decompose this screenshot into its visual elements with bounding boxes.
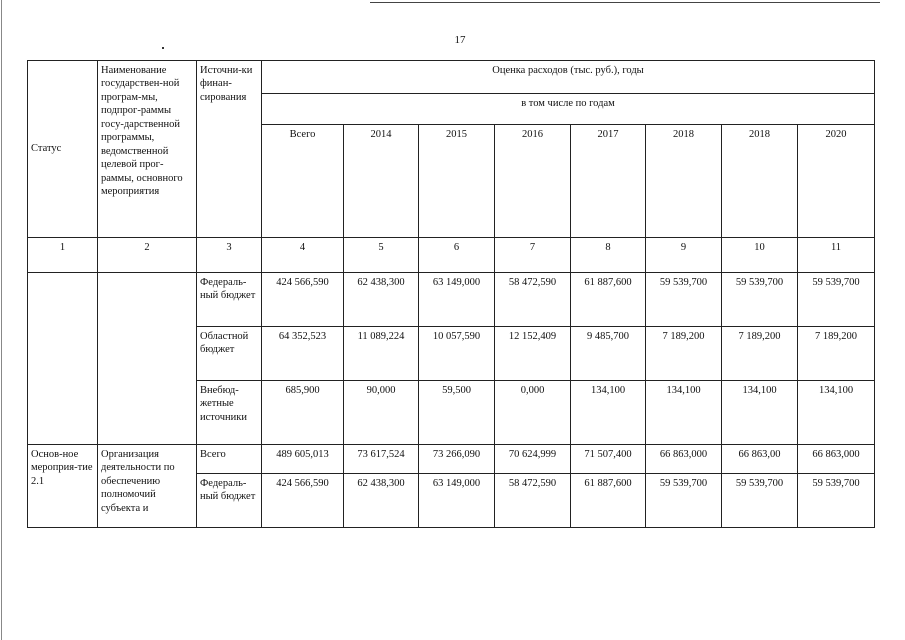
scan-top-line xyxy=(370,2,880,3)
row-value: 134,100 xyxy=(798,381,875,445)
column-number: 1 xyxy=(28,238,98,273)
header-row-1 xyxy=(28,61,875,94)
budget-table xyxy=(27,60,875,528)
header-year: 2014 xyxy=(344,125,419,238)
scan-left-edge xyxy=(1,0,2,640)
row-value: 134,100 xyxy=(646,381,722,445)
column-number: 11 xyxy=(798,238,875,273)
row-value: 59 539,700 xyxy=(798,474,875,528)
row-program-name: Организация деятельности по обеспечению полномочий субъекта и xyxy=(98,445,197,528)
row-value: 134,100 xyxy=(722,381,798,445)
column-number: 4 xyxy=(262,238,344,273)
page-number: 17 xyxy=(454,34,466,46)
row-value: 59 539,700 xyxy=(722,474,798,528)
row-value: 61 887,600 xyxy=(571,474,646,528)
row-value: 90,000 xyxy=(344,381,419,445)
row-value: 134,100 xyxy=(571,381,646,445)
row-value: 62 438,300 xyxy=(344,273,419,327)
row-value: 58 472,590 xyxy=(495,474,571,528)
header-funding-sources: Источни-ки финан-сирования xyxy=(197,61,262,238)
row-value: 424 566,590 xyxy=(262,474,344,528)
table-row xyxy=(28,445,875,474)
header-year: 2020 xyxy=(798,125,875,238)
row-value: 62 438,300 xyxy=(344,474,419,528)
row-value: 11 089,224 xyxy=(344,327,419,381)
row-value: 424 566,590 xyxy=(262,273,344,327)
row-funding-source: Всего xyxy=(197,445,262,474)
row-value: 59 539,700 xyxy=(798,273,875,327)
column-number: 6 xyxy=(419,238,495,273)
header-year: 2018 xyxy=(722,125,798,238)
header-year: 2017 xyxy=(571,125,646,238)
row-value: 0,000 xyxy=(495,381,571,445)
row-value: 58 472,590 xyxy=(495,273,571,327)
row-value: 73 617,524 xyxy=(344,445,419,474)
column-number: 3 xyxy=(197,238,262,273)
header-year-total: Всего xyxy=(262,125,344,238)
header-year: 2016 xyxy=(495,125,571,238)
column-number: 2 xyxy=(98,238,197,273)
row-value: 59 539,700 xyxy=(646,273,722,327)
row-value: 63 149,000 xyxy=(419,474,495,528)
row-value: 489 605,013 xyxy=(262,445,344,474)
row-funding-source: Федераль-ный бюджет xyxy=(197,273,262,327)
column-number: 10 xyxy=(722,238,798,273)
header-year: 2015 xyxy=(419,125,495,238)
row-value: 64 352,523 xyxy=(262,327,344,381)
row-value: 63 149,000 xyxy=(419,273,495,327)
row-value: 66 863,00 xyxy=(722,445,798,474)
header-cost-estimate: Оценка расходов (тыс. руб.), годы xyxy=(262,61,875,94)
row-funding-source: Областной бюджет xyxy=(197,327,262,381)
column-number: 7 xyxy=(495,238,571,273)
row-value: 12 152,409 xyxy=(495,327,571,381)
row-value: 7 189,200 xyxy=(646,327,722,381)
row-value: 9 485,700 xyxy=(571,327,646,381)
row-funding-source: Внебюд-жетные источники xyxy=(197,381,262,445)
row-value: 10 057,590 xyxy=(419,327,495,381)
row-value: 66 863,000 xyxy=(798,445,875,474)
row-status xyxy=(28,273,98,445)
row-value: 59 539,700 xyxy=(722,273,798,327)
column-number: 8 xyxy=(571,238,646,273)
row-value: 61 887,600 xyxy=(571,273,646,327)
column-number: 9 xyxy=(646,238,722,273)
row-value: 66 863,000 xyxy=(646,445,722,474)
row-value: 70 624,999 xyxy=(495,445,571,474)
column-number: 5 xyxy=(344,238,419,273)
scan-speck xyxy=(162,47,164,49)
header-by-year: в том числе по годам xyxy=(262,94,875,125)
column-numbers-row xyxy=(28,238,875,273)
header-year: 2018 xyxy=(646,125,722,238)
row-status: Основ-ное мероприя-тие 2.1 xyxy=(28,445,98,528)
row-value: 7 189,200 xyxy=(722,327,798,381)
row-value: 73 266,090 xyxy=(419,445,495,474)
header-status: Статус xyxy=(28,61,98,238)
row-value: 71 507,400 xyxy=(571,445,646,474)
row-value: 685,900 xyxy=(262,381,344,445)
row-program-name xyxy=(98,273,197,445)
row-funding-source: Федераль-ный бюджет xyxy=(197,474,262,528)
row-value: 59 539,700 xyxy=(646,474,722,528)
row-value: 7 189,200 xyxy=(798,327,875,381)
table-row xyxy=(28,273,875,327)
row-value: 59,500 xyxy=(419,381,495,445)
header-program-name: Наименование государствен-ной програм-мы, подпрог-раммы госу-дарственной программы, ведомственной целевой прог-раммы, основного мероприятия xyxy=(98,61,197,238)
